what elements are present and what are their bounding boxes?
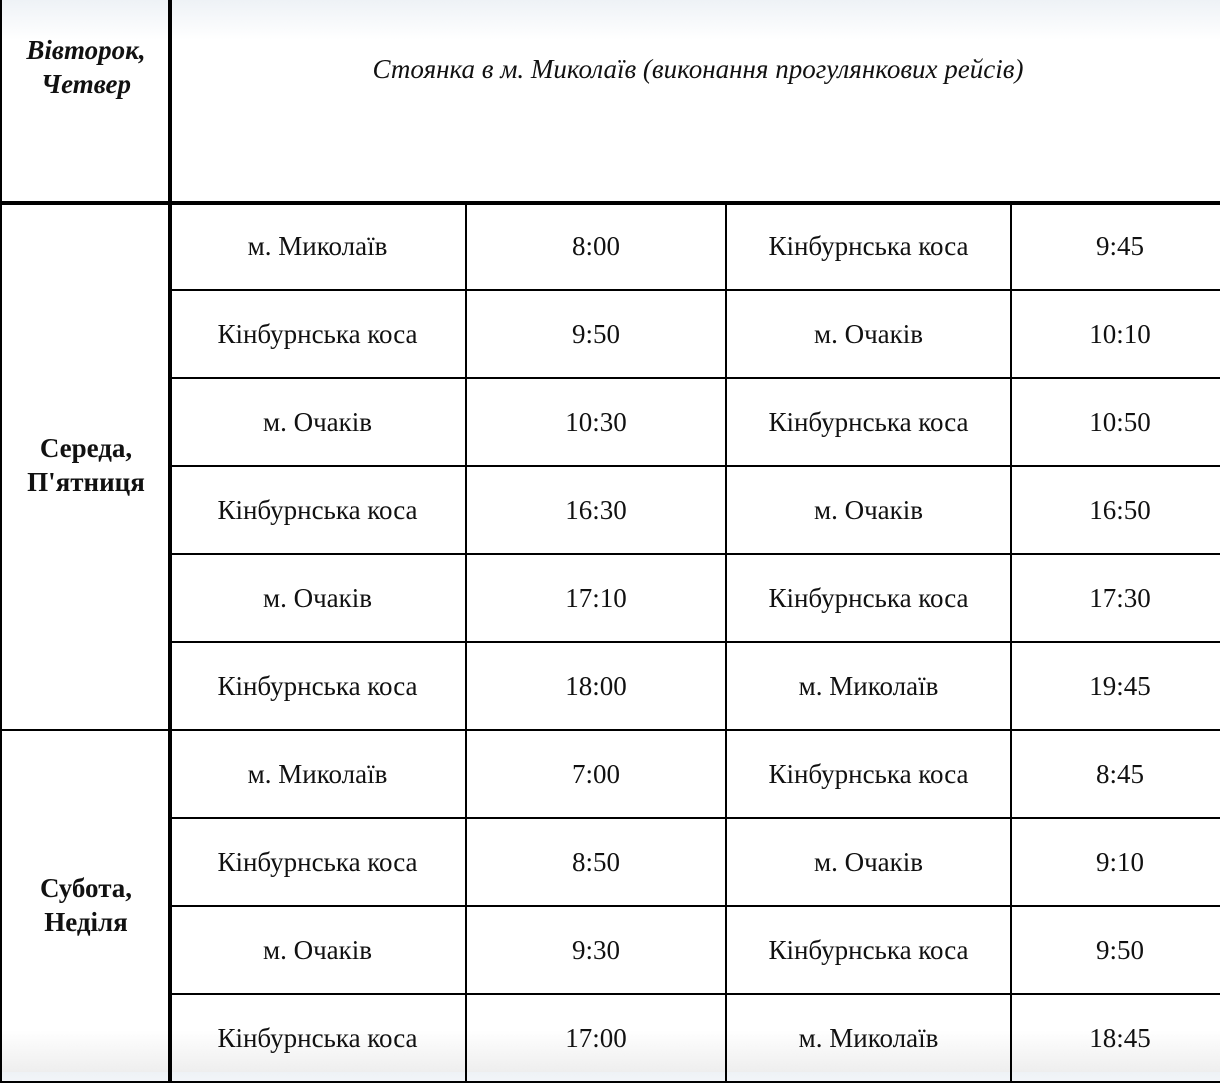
departure-time: 17:00 xyxy=(465,993,727,1083)
arrival-place: Кінбурнська коса xyxy=(725,377,1012,467)
arrival-time: 9:45 xyxy=(1010,201,1220,291)
day-line: Вівторок, xyxy=(26,35,146,65)
arrival-time: 19:45 xyxy=(1010,641,1220,731)
arrival-place: Кінбурнська коса xyxy=(725,553,1012,643)
departure-time: 8:00 xyxy=(465,201,727,291)
day-line: П'ятниця xyxy=(27,467,145,497)
day-line: Неділя xyxy=(44,907,128,937)
arrival-time: 16:50 xyxy=(1010,465,1220,555)
departure-place: м. Миколаїв xyxy=(168,201,467,291)
departure-time: 8:50 xyxy=(465,817,727,907)
arrival-place: м. Очаків xyxy=(725,817,1012,907)
arrival-time: 17:30 xyxy=(1010,553,1220,643)
arrival-place: Кінбурнська коса xyxy=(725,905,1012,995)
departure-place: Кінбурнська коса xyxy=(168,641,467,731)
departure-place: м. Очаків xyxy=(168,553,467,643)
arrival-place: Кінбурнська коса xyxy=(725,729,1012,819)
departure-time: 9:30 xyxy=(465,905,727,995)
day-line: Четвер xyxy=(40,68,132,99)
departure-time: 10:30 xyxy=(465,377,727,467)
departure-time: 7:00 xyxy=(465,729,727,819)
arrival-time: 18:45 xyxy=(1010,993,1220,1083)
departure-place: м. Миколаїв xyxy=(168,729,467,819)
arrival-time: 9:50 xyxy=(1010,905,1220,995)
departure-time: 9:50 xyxy=(465,289,727,379)
day-label-tue-thu xyxy=(0,0,172,205)
departure-place: Кінбурнська коса xyxy=(168,465,467,555)
departure-time: 18:00 xyxy=(465,641,727,731)
arrival-place: Кінбурнська коса xyxy=(725,201,1012,291)
departure-place: Кінбурнська коса xyxy=(168,817,467,907)
arrival-place: м. Очаків xyxy=(725,289,1012,379)
arrival-place: м. Миколаїв xyxy=(725,993,1012,1083)
day-line: Субота, xyxy=(39,873,133,904)
arrival-time: 10:50 xyxy=(1010,377,1220,467)
departure-time: 16:30 xyxy=(465,465,727,555)
parking-note: Стоянка в м. Миколаїв (виконання прогулянкових рейсів) xyxy=(168,0,1220,205)
arrival-time: 9:10 xyxy=(1010,817,1220,907)
departure-place: м. Очаків xyxy=(168,905,467,995)
departure-place: Кінбурнська коса xyxy=(168,993,467,1083)
day-label xyxy=(0,201,172,731)
arrival-place: м. Очаків xyxy=(725,465,1012,555)
departure-place: м. Очаків xyxy=(168,377,467,467)
day-label xyxy=(0,729,172,1083)
arrival-time: 10:10 xyxy=(1010,289,1220,379)
departure-time: 17:10 xyxy=(465,553,727,643)
departure-place: Кінбурнська коса xyxy=(168,289,467,379)
arrival-place: м. Миколаїв xyxy=(725,641,1012,731)
arrival-time: 8:45 xyxy=(1010,729,1220,819)
day-line: Середа, xyxy=(39,433,133,464)
